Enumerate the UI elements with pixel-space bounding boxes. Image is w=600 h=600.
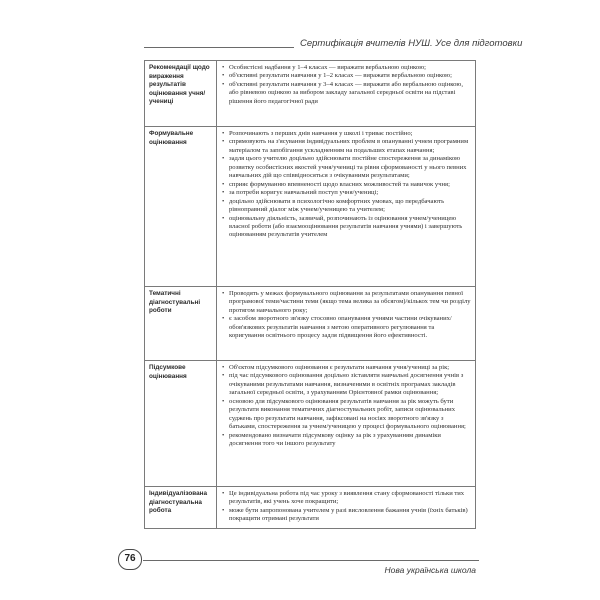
row-term: Рекомендації щодо вираження результатів оцінювання учня/учениці [145, 61, 217, 127]
list-item: • Проводять у межах формувального оцінювання за результатами опанування певної програмової теми/частини теми (якщо тема велика за обсягом)/кількох тем чи розділу протягом навчального року; [221, 290, 471, 315]
list-item: • Об'єктом підсумкового оцінювання є результати навчання учня/учениці за рік; [221, 364, 471, 372]
row-description [217, 287, 476, 361]
assessment-table [144, 60, 476, 529]
list-item: • Розпочинають з перших днів навчання у школі і триває постійно; [221, 130, 471, 138]
running-header-title: Сертифікація вчителів НУШ. Усе для підготовки [300, 38, 523, 49]
list-item: • доцільно здійснювати в психологічно комфортних умовах, що передбачають рівноправний діалог між учнем/ученицею та учителем; [221, 198, 471, 215]
footer-rule [143, 560, 479, 561]
table-row [145, 361, 476, 487]
list-item: • Особистісні надбання у 1–4 класах — виражати вербальною оцінкою; [221, 64, 471, 72]
list-item: • під час підсумкового оцінювання доцільно зіставляти навчальні досягнення учнів з очікуваними результатами навчання, визначеними в освітніх програмах закладів загальної середньої освіти, з урахуванням Орієнтовної рамки оцінювання; [221, 372, 471, 397]
row-term: Тематичні діагностувальні роботи [145, 287, 217, 361]
table-row [145, 287, 476, 361]
row-term: Підсумкове оцінювання [145, 361, 217, 487]
list-item: • Це індивідуальна робота під час уроку з виявлення стану сформованості тільки тих результатів, які учень хоче покращити; [221, 490, 471, 507]
table-row [145, 487, 476, 529]
row-description [217, 487, 476, 529]
table-row [145, 61, 476, 127]
page-number: 76 [118, 549, 142, 570]
running-footer-title: Нова українська школа [384, 565, 476, 575]
list-item: • задля цього учителю доцільно здійснювати постійне спостереження за динамікою розвитку особистісних якостей учня/учениці та рівня сформованості у нього певних навчальних дій що співвідносяться з очікуваними результатами; [221, 155, 471, 180]
list-item: • є засобом зворотного зв'язку стосовно опанування учнями частини очікуваних/обов'язкових результатів навчання з метою оперативного регулювання та коригування освітнього процесу задля підвищення його ефективності. [221, 315, 471, 340]
list-item: • оцінювальну діяльність, зазвичай, розпочинають із оцінювання учнем/ученицею власної роботи (або взаємооцінювання результатів навчання учнями) і завершують оцінюванням результатів учителем [221, 215, 471, 240]
list-item: • сприяє формуванню впевненості щодо власних можливостей та навичок учня; [221, 181, 471, 189]
list-item: • об'єктивні результати навчання у 1–2 класах — виражати вербальною оцінкою; [221, 72, 471, 80]
list-item: • основою для підсумкового оцінювання результатів навчання за рік можуть бути результати виконання тематичних діагностувальних робіт, записи оцінювальних суджень про результати навчання, зафіксовані на носіях зворотного зв'язку з батьками, спостереження за учнем/ученицею у процесі формувального оцінювання; [221, 398, 471, 432]
row-term: Індивідуалізована діагностувальна робота [145, 487, 217, 529]
row-description [217, 127, 476, 287]
row-term: Формувальне оцінювання [145, 127, 217, 287]
row-description [217, 361, 476, 487]
list-item: • за потреби коригує навчальний поступ учня/учениці; [221, 189, 471, 197]
list-item: • рекомендовано визначати підсумкову оцінку за рік з урахуванням динаміки досягнення того чи іншого результату [221, 432, 471, 449]
list-item: • спрямовують на з'ясування індивідуальних проблем в опануванні учнем програмним матеріалом та запобігання ускладненням на подальших етапах навчання; [221, 138, 471, 155]
list-item: • об'єктивні результати навчання у 3–4 класах — виражати або вербальною оцінкою, або рівневою оцінкою за вибором закладу загальної середньої освіти на підставі рішення його педагогічної ради [221, 81, 471, 106]
row-description [217, 61, 476, 127]
header-rule [144, 47, 294, 48]
list-item: • може бути запропонована учителем у разі висловлення бажання учнів (їхніх батьків) покращити отримані результати [221, 507, 471, 524]
table-row [145, 127, 476, 287]
